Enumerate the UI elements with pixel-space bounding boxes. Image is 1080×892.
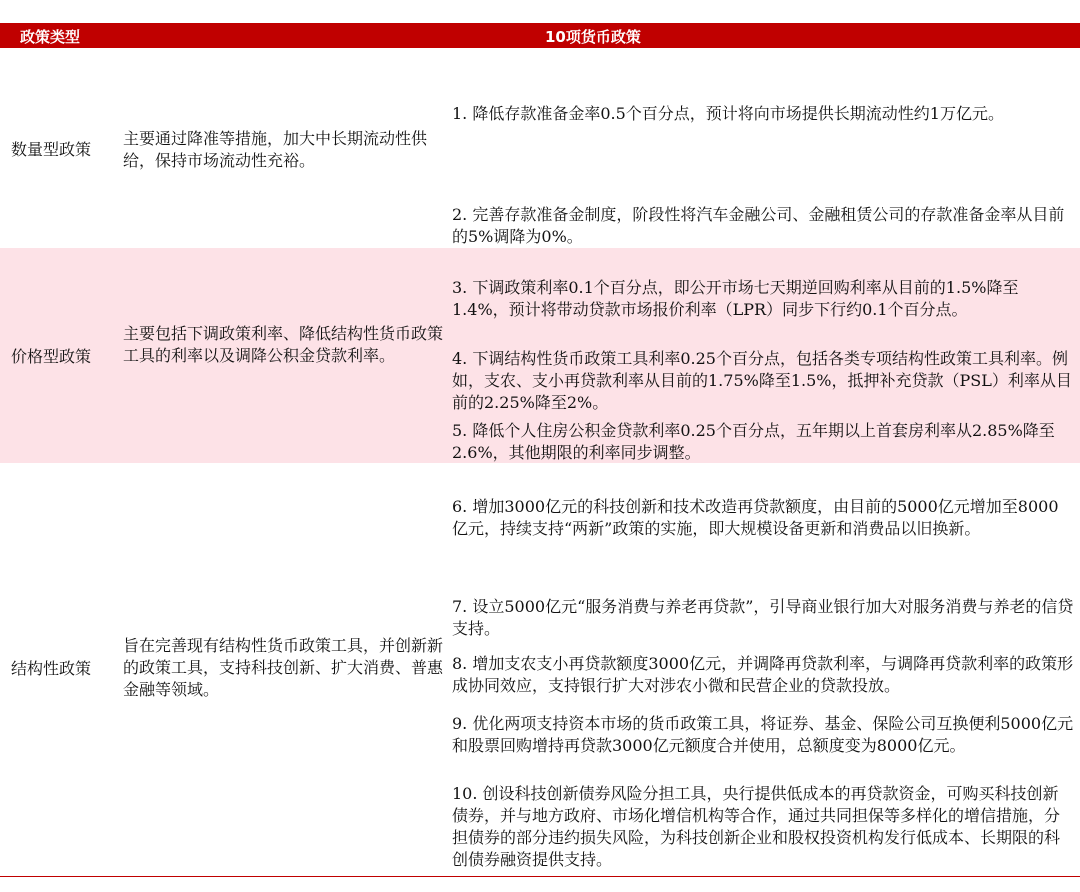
table-row-price — [0, 248, 1080, 463]
policy-item: 8. 增加支农支小再贷款额度3000亿元，并调降再贷款利率，与调降再贷款利率的政策形成协同效应，支持银行扩大对涉农小微和民营企业的贷款投放。 — [452, 654, 1074, 695]
policy-description: 主要通过降准等措施，加大中长期流动性供给，保持市场流动性充裕。 — [123, 129, 428, 170]
policy-type: 价格型政策 — [11, 347, 92, 366]
table-row-quantity — [0, 48, 1080, 248]
policy-item: 5. 降低个人住房公积金贷款利率0.25个百分点，五年期以上首套房利率从2.85%降至2.6%，其他期限的利率同步调整。 — [452, 421, 1055, 462]
table-bottom-border — [0, 876, 1080, 877]
policy-type: 结构性政策 — [11, 659, 92, 678]
policy-item: 3. 下调政策利率0.1个百分点，即公开市场七天期逆回购利率从目前的1.5%降至1.4%，预计将带动贷款市场报价利率（LPR）同步下行约0.1个百分点。 — [452, 278, 1019, 319]
policy-type: 数量型政策 — [11, 140, 92, 159]
policy-item: 1. 降低存款准备金率0.5个百分点，预计将向市场提供长期流动性约1万亿元。 — [452, 104, 1004, 123]
policy-item: 10. 创设科技创新债券风险分担工具，央行提供低成本的再贷款资金，可购买科技创新债券，并与地方政府、市场化增信机构等合作，通过共同担保等多样化的增信措施，分担债券的部分违约损失风险，为科技创新企业和股权投资机构发行低成本、长期限的科创债券融资提供支持。 — [452, 784, 1061, 869]
policy-item: 4. 下调结构性货币政策工具利率0.25个百分点，包括各类专项结构性政策工具利率。例如，支农、支小再贷款利率从目前的1.75%降至1.5%，抵押补充贷款（PSL）利率从目前的2.25%降至2%。 — [452, 349, 1072, 412]
policy-description: 主要包括下调政策利率、降低结构性货币政策工具的利率以及调降公积金贷款利率。 — [123, 324, 444, 365]
column-header-monetary-policies: 10项货币政策 — [545, 28, 641, 46]
policy-item: 6. 增加3000亿元的科技创新和技术改造再贷款额度，由目前的5000亿元增加至8000亿元，持续支持“两新”政策的实施，即大规模设备更新和消费品以旧换新。 — [452, 497, 1059, 538]
policy-item: 2. 完善存款准备金制度，阶段性将汽车金融公司、金融租赁公司的存款准备金率从目前的5%调降为0%。 — [452, 205, 1065, 246]
column-header-policy-type: 政策类型 — [20, 28, 81, 46]
table-row-structure — [0, 463, 1080, 876]
policy-description: 旨在完善现有结构性货币政策工具，并创新新的政策工具，支持科技创新、扩大消费、普惠金融等领域。 — [123, 636, 444, 699]
table-header — [0, 23, 1080, 48]
policy-item: 9. 优化两项支持资本市场的货币政策工具，将证券、基金、保险公司互换便利5000亿元和股票回购增持再贷款3000亿元额度合并使用，总额度变为8000亿元。 — [452, 714, 1074, 755]
policy-item: 7. 设立5000亿元“服务消费与养老再贷款”，引导商业银行加大对服务消费与养老的信贷支持。 — [452, 597, 1074, 638]
